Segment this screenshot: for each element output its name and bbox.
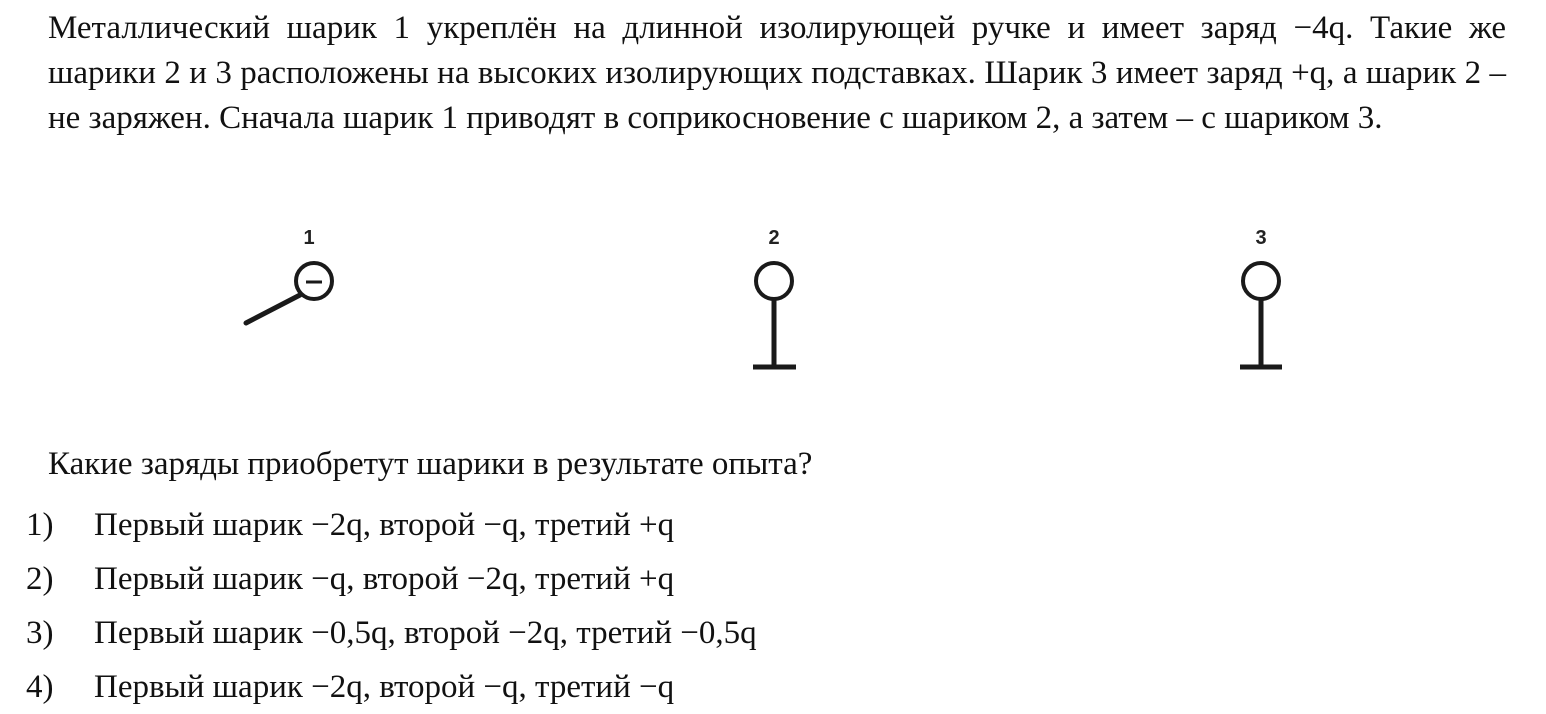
answer-number: 2)	[26, 561, 54, 597]
answer-text: Первый шарик −2q, второй −q, третий +q	[94, 507, 675, 543]
balls-figure	[0, 210, 1546, 400]
balls-diagram	[0, 210, 1546, 400]
ball-1	[246, 227, 332, 323]
problem-line-3: имеет заряд +q, а шарик 2 – не заряжен. Сначала шарик 1 приводят в соприкосновение	[48, 55, 1506, 136]
answer-option-1[interactable]	[26, 498, 1126, 552]
ball-2-sphere	[756, 263, 792, 299]
problem-line-1: Металлический шарик 1 укреплён на длинной изолирующей ручке и имеет заряд −4q.	[48, 10, 1354, 46]
answer-text: Первый шарик −2q, второй −q, третий −q	[94, 669, 675, 705]
answer-number: 3)	[26, 615, 54, 651]
question-text: Какие заряды приобретут шарики в результате опыта?	[48, 446, 813, 482]
ball-3-sphere	[1243, 263, 1279, 299]
ball-1-handle	[246, 295, 300, 323]
problem-statement	[48, 6, 1506, 141]
answer-text: Первый шарик −0,5q, второй −2q, третий −0,5q	[94, 615, 757, 651]
ball-2-label: 2	[768, 227, 780, 249]
ball-3	[1240, 227, 1282, 367]
answer-text: Первый шарик −q, второй −2q, третий +q	[94, 561, 675, 597]
ball-2	[753, 227, 796, 367]
answer-number: 1)	[26, 507, 54, 543]
ball-3-label: 3	[1255, 227, 1267, 249]
answer-number: 4)	[26, 669, 54, 705]
ball-1-label: 1	[303, 227, 315, 249]
answer-options	[26, 498, 1126, 714]
answer-option-3[interactable]	[26, 606, 1126, 660]
answer-option-2[interactable]	[26, 552, 1126, 606]
problem-line-4: с шариком 2, а затем – с шариком 3.	[879, 100, 1383, 136]
problem-line-2: Такие же шарики 2 и 3 расположены на высоких изолирующих подставках. Шарик 3	[48, 10, 1506, 91]
